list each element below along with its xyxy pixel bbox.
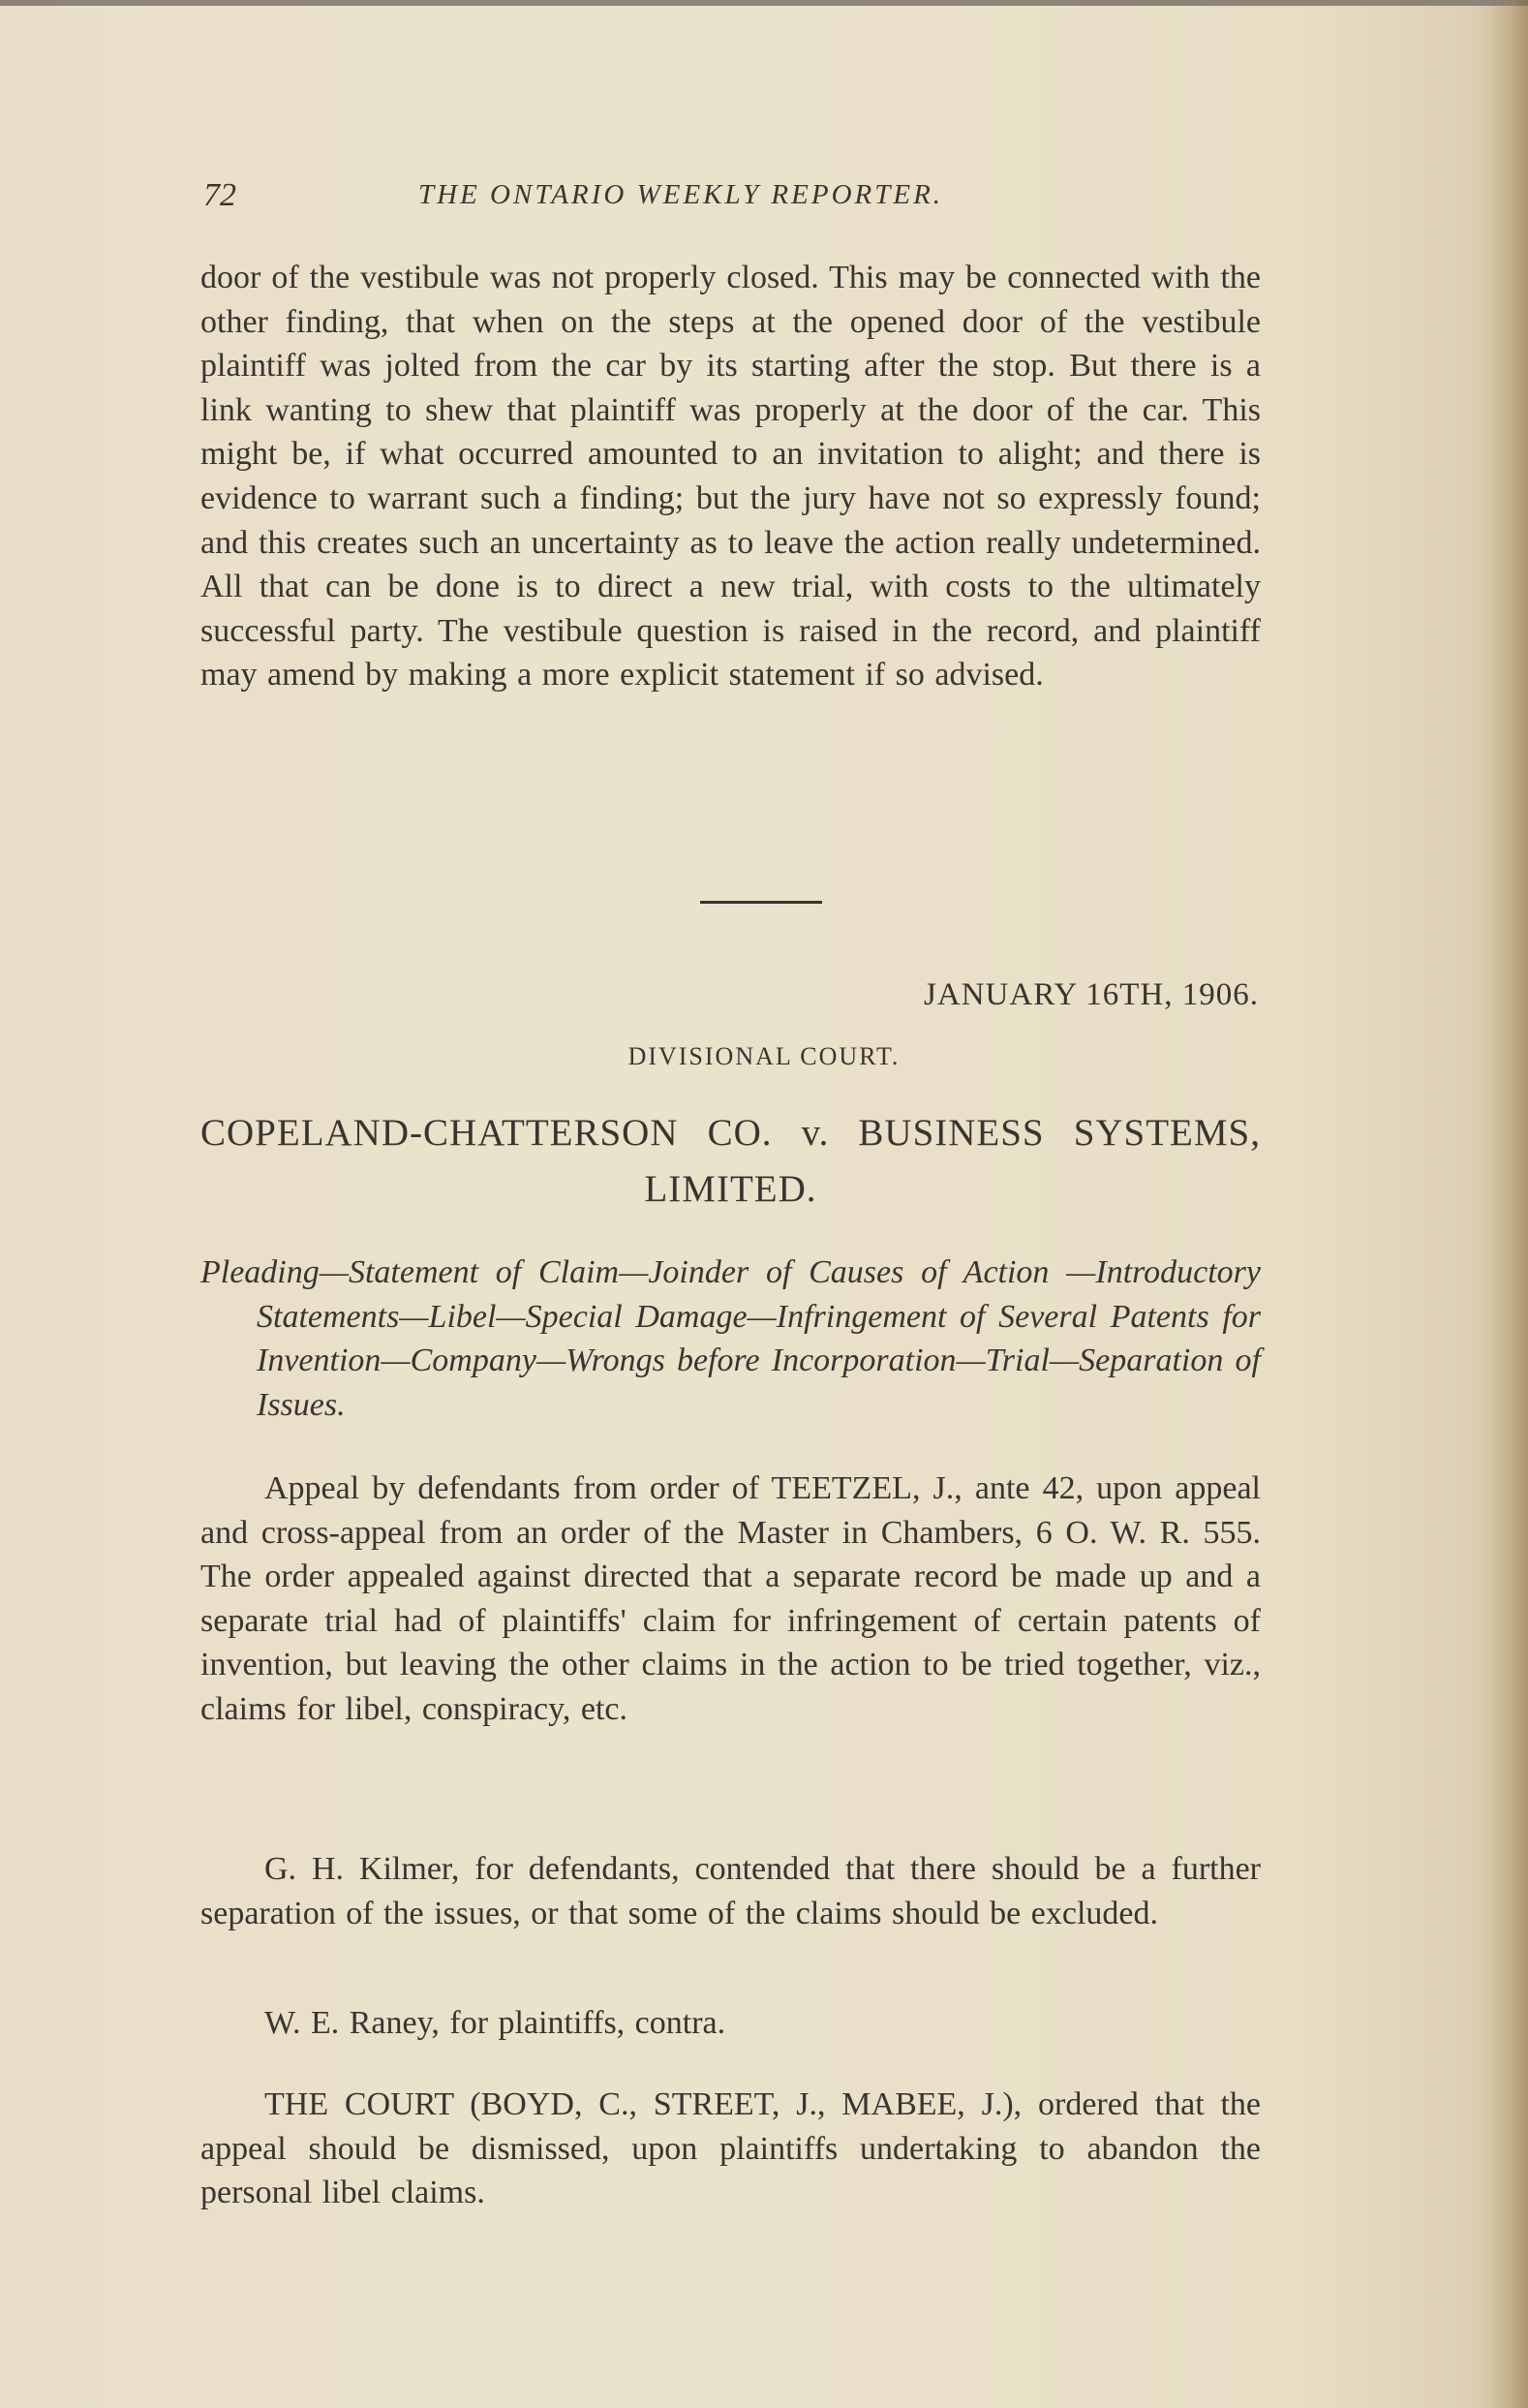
paragraph-appeal: Appeal by defendants from order of TEETZEL, J., ante 42, upon appeal and cross-appeal from an order of the Master in Chambers, 6 O. W. R. 555. The order appealed against directed that a separate record be made up and a separate trial had of plaintiffs' claim for infringement of certain patents of invention, but leaving the other claims in the action to be tried together, viz., claims for libel, conspiracy, etc. (200, 1470, 1261, 1727)
paragraph-plaintiffs-counsel: W. E. Raney, for plaintiffs, contra. (264, 2005, 726, 2041)
paragraph-court-order: THE COURT (BOYD, C., STREET, J., MABEE, J.), ordered that the appeal should be dismissed, upon plaintiffs undertaking to abandon the personal libel claims. (200, 2086, 1261, 2211)
page-edge-shadow (1489, 0, 1528, 2408)
paragraph-defendants-counsel: G. H. Kilmer, for defendants, contended that there should be a further separation of the issues, or that some of the claims should be excluded. (200, 1851, 1261, 1931)
case-title: COPELAND-CHATTERSON CO. v. BUSINESS SYSTEMS, LIMITED. (200, 1112, 1261, 1210)
page-header (203, 177, 1259, 216)
scan-top-edge (0, 0, 1528, 6)
section-divider (700, 901, 822, 904)
continuation-paragraph: door of the vestibule was not properly closed. This may be connected with the other finding, that when on the steps at the opened door of the vestibule plaintiff was jolted from the car by its starting after the stop. But there is a link wanting to shew that plaintiff was properly at the door of the car. This might be, if what occurred amounted to an invitation to alight; and there is evidence to warrant such a finding; but the jury have not so expressly found; and this creates such an uncertainty as to leave the action really undetermined. All that can be done is to direct a new trial, with costs to the ultimately successful party. The vestibule question is raised in the record, and plaintiff may amend by making a more explicit statement if so advised. (200, 260, 1261, 694)
running-head: THE ONTARIO WEEKLY REPORTER. (418, 179, 944, 210)
page-number: 72 (203, 177, 236, 213)
headnote: Pleading—Statement of Claim—Joinder of Causes of Action —Introductory Statements—Libel—Special Damage—Infringement of Several Patents for Invention—Company—Wrongs before Incorporation—Trial—Separation of Issues. (200, 1254, 1261, 1423)
court-name: DIVISIONAL COURT. (627, 1042, 901, 1070)
decision-date: JANUARY 16TH, 1906. (924, 977, 1259, 1012)
